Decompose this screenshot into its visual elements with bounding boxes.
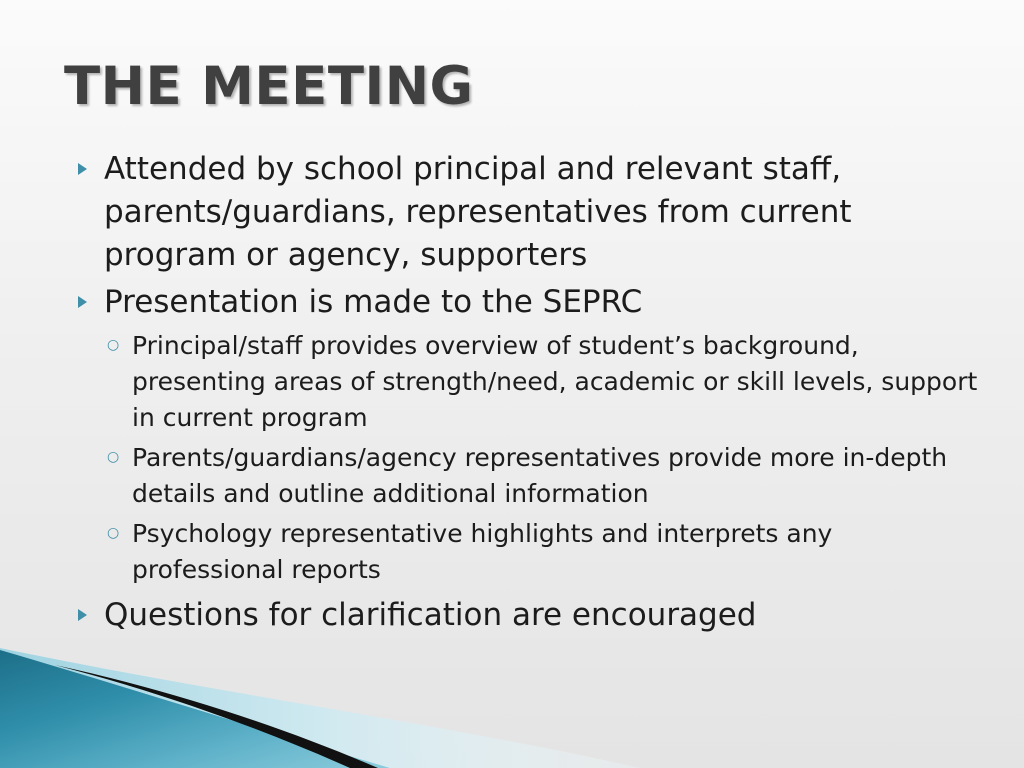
sub-bullet-text: Parents/guardians/agency representatives provide more in-depth details and outline additional information	[132, 443, 948, 508]
sub-bullet-text: Psychology representative highlights and interprets any professional reports	[132, 519, 833, 584]
sub-bullet-item-psychology	[104, 516, 978, 588]
triangle-arrow-icon	[78, 296, 87, 308]
bullet-list	[78, 148, 978, 641]
slide-title: THE MEETING	[64, 56, 474, 117]
corner-wave-decoration	[0, 630, 1024, 768]
bullet-item-presentation	[78, 281, 978, 324]
bullet-text: Presentation is made to the SEPRC	[104, 284, 643, 320]
hollow-circle-icon: ○	[107, 337, 120, 353]
triangle-arrow-icon	[78, 609, 87, 621]
hollow-circle-icon: ○	[107, 525, 120, 541]
sub-bullet-item-principal	[104, 328, 978, 436]
sub-bullet-list	[104, 328, 978, 588]
bullet-text: Questions for clarification are encouraged	[104, 597, 757, 633]
bullet-text: Attended by school principal and relevant staff, parents/guardians, representatives from current program or agency, supporters	[104, 151, 852, 273]
hollow-circle-icon: ○	[107, 449, 120, 465]
sub-bullet-item-parents	[104, 440, 978, 512]
triangle-arrow-icon	[78, 163, 87, 175]
sub-bullet-text: Principal/staff provides overview of student’s background, presenting areas of strength/need, academic or skill levels, support in current program	[132, 331, 978, 432]
bullet-item-attendees	[78, 148, 978, 277]
